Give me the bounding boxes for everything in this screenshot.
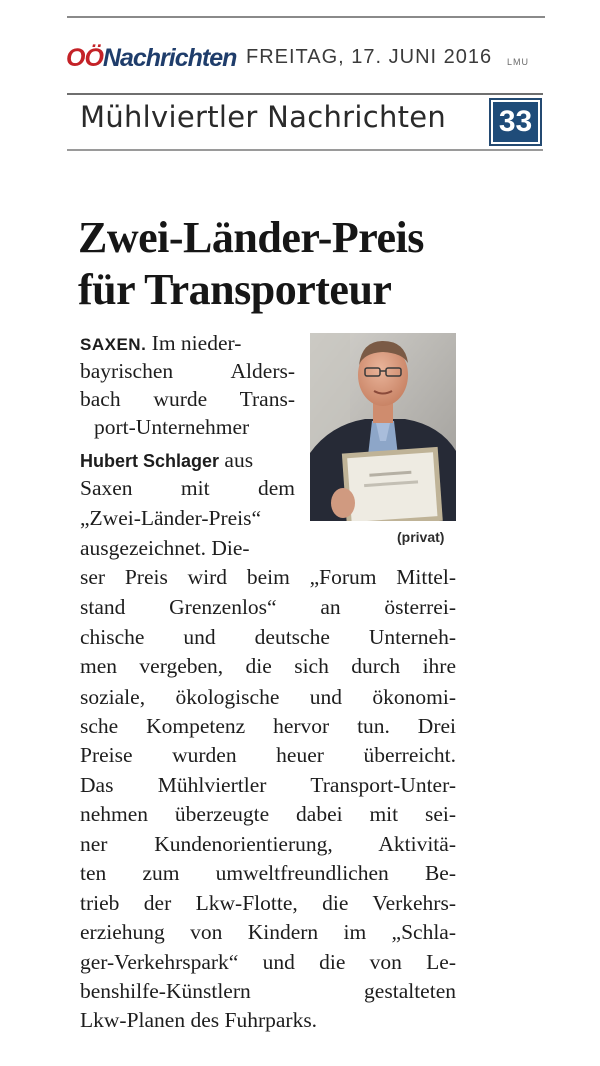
body-line: ner Kundenorientierung, Aktivitä- — [80, 832, 456, 856]
body-line: Hubert Schlager aus — [80, 448, 254, 472]
body-line: SAXEN. Im nieder- — [80, 331, 242, 355]
body-line: Saxen mit dem — [80, 476, 295, 500]
masthead-rule — [67, 16, 545, 18]
person-name: Hubert Schlager — [80, 451, 220, 471]
newspaper-logo — [66, 44, 236, 73]
body-line: benshilfe-Künstlern gestalteten — [80, 979, 456, 1003]
edition-code: LMU — [507, 57, 530, 67]
body-line: ten zum umweltfreundlichen Be- — [80, 861, 456, 885]
headline-line-2: für Transporteur — [78, 265, 392, 314]
body-line: bayrischen Alders- — [80, 359, 295, 383]
body-line: nehmen überzeugte dabei mit sei- — [80, 802, 456, 826]
body-line: stand Grenzenlos“ an österrei- — [80, 595, 456, 619]
body-line: ser Preis wird beim „Forum Mittel- — [80, 565, 456, 589]
body-line: erziehung von Kindern im „Schla- — [80, 920, 456, 944]
body-line: ger-Verkehrspark“ und die von Le- — [80, 950, 456, 974]
dateline-location: SAXEN. — [80, 335, 147, 354]
body-line: port-Unternehmer — [94, 415, 250, 439]
logo-oo: OÖ — [66, 44, 103, 72]
body-line: men vergeben, die sich durch ihre — [80, 654, 456, 678]
body-line: chische und deutsche Unterneh- — [80, 625, 456, 649]
page-number-box — [489, 98, 542, 146]
page-number: 33 — [493, 102, 538, 142]
body-line: sche Kompetenz hervor tun. Drei — [80, 714, 456, 738]
logo-name: Nachrichten — [102, 44, 237, 72]
body-line: Lkw-Planen des Fuhrparks. — [80, 1008, 318, 1032]
portrait-photo-icon — [310, 333, 456, 521]
body-line: soziale, ökologische und ökonomi- — [80, 685, 456, 709]
body-line: „Zwei-Länder-Preis“ — [80, 506, 262, 530]
body-line: bach wurde Trans- — [80, 387, 295, 411]
issue-date: FREITAG, 17. JUNI 2016 — [246, 46, 493, 68]
article-photo — [310, 333, 456, 521]
body-line: Das Mühlviertler Transport-Unter- — [80, 773, 456, 797]
article-headline — [78, 212, 558, 316]
body-line: trieb der Lkw-Flotte, die Verkehrs- — [80, 891, 456, 915]
body-line: ausgezeichnet. Die- — [80, 536, 250, 560]
photo-credit: (privat) — [397, 529, 445, 545]
headline-line-1: Zwei-Länder-Preis — [78, 213, 424, 262]
body-line: Preise wurden heuer überreicht. — [80, 743, 456, 767]
section-title: Mühlviertler Nachrichten — [80, 100, 447, 134]
